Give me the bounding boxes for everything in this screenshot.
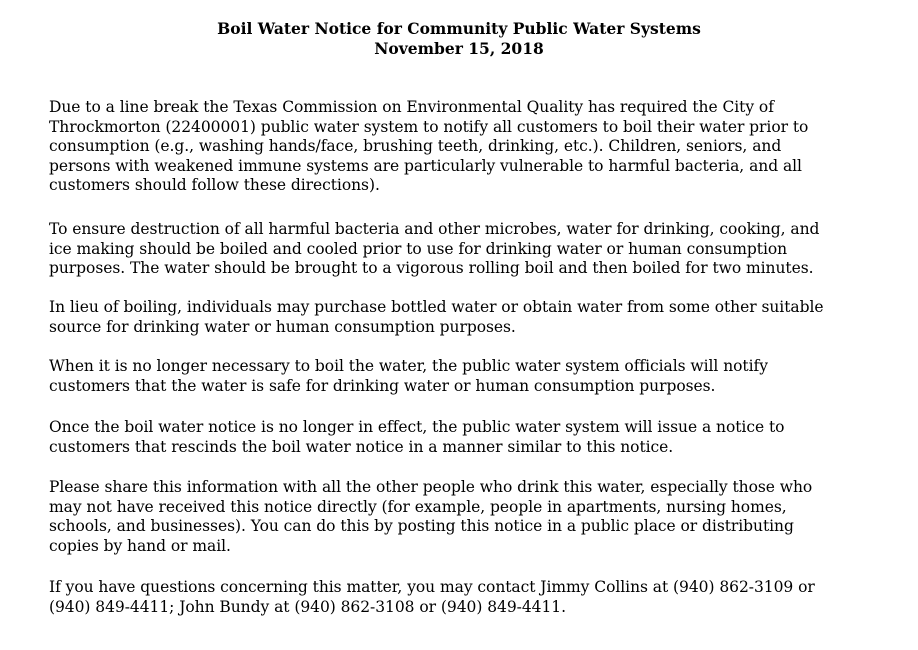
paragraph-line: customers that rescinds the boil water notice in a manner similar to this notice. (49, 437, 674, 456)
paragraph-line: customers should follow these directions). (49, 176, 380, 194)
paragraph-line: When it is no longer necessary to boil the water, the public water system officials will notify (49, 357, 768, 375)
paragraph-boil-instructions (49, 220, 869, 279)
notice-title: Boil Water Notice for Community Public Water Systems (217, 19, 701, 38)
paragraph-share-information (49, 478, 869, 556)
paragraph-bottled-water (49, 298, 869, 337)
paragraph-line: Due to a line break the Texas Commission on Environmental Quality has required the City of (49, 98, 774, 116)
paragraph-line: Once the boil water notice is no longer in effect, the public water system will issue a notice to (49, 418, 785, 436)
paragraph-line: Throckmorton (22400001) public water system to notify all customers to boil their water prior to (49, 117, 809, 136)
paragraph-line: ice making should be boiled and cooled prior to use for drinking water or human consumption (49, 239, 788, 258)
paragraph-line: (940) 849-4411; John Bundy at (940) 862-3108 or (940) 849-4411. (49, 597, 566, 616)
paragraph-line: may not have received this notice directly (for example, people in apartments, nursing homes, (49, 497, 787, 516)
paragraph-line: schools, and businesses). You can do this by posting this notice in a public place or distributing (49, 517, 794, 535)
paragraph-notification (49, 357, 869, 396)
paragraph-line: purposes. The water should be brought to a vigorous rolling boil and then boiled for two minutes. (49, 259, 814, 277)
paragraph-line: source for drinking water or human consumption purposes. (49, 317, 516, 336)
paragraph-line: persons with weakened immune systems are particularly vulnerable to harmful bacteria, and all (49, 156, 802, 175)
paragraph-line: To ensure destruction of all harmful bacteria and other microbes, water for drinking, cooking, and (49, 220, 820, 238)
paragraph-line: consumption (e.g., washing hands/face, brushing teeth, drinking, etc.). Children, seniors, and (49, 137, 782, 155)
paragraph-line: Please share this information with all the other people who drink this water, especially those who (49, 478, 813, 496)
paragraph-line: customers that the water is safe for drinking water or human consumption purposes. (49, 376, 716, 395)
notice-date: November 15, 2018 (374, 39, 544, 58)
paragraph-boil-requirement (49, 98, 869, 196)
paragraph-contact-info (49, 578, 869, 617)
paragraph-line: If you have questions concerning this matter, you may contact Jimmy Collins at (940) 862-3109 or (49, 578, 815, 596)
paragraph-line: copies by hand or mail. (49, 536, 231, 555)
paragraph-rescind-notice (49, 418, 869, 457)
paragraph-line: In lieu of boiling, individuals may purchase bottled water or obtain water from some other suitable (49, 298, 824, 316)
